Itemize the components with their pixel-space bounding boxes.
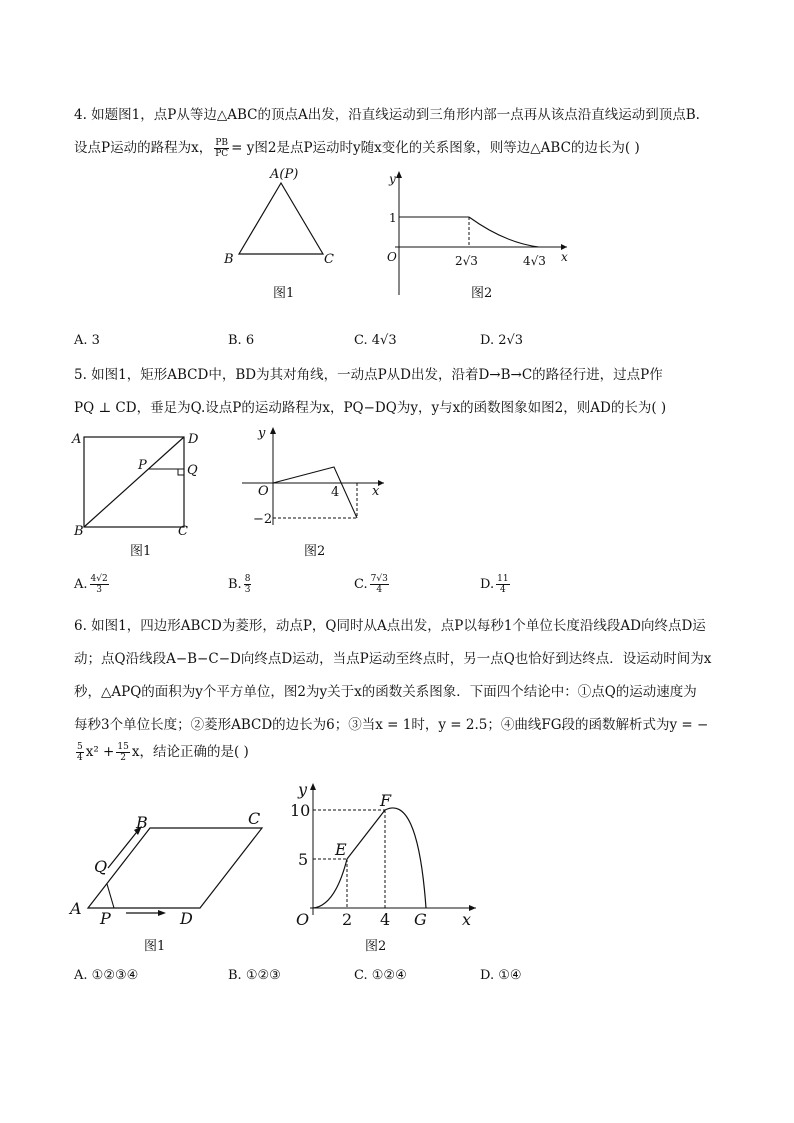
q4-fraction: $\frac{PB}{PC}$ [215, 138, 229, 159]
x-tick-4: 4 [331, 485, 340, 500]
y-arrow-icon [396, 171, 402, 178]
x-label: x [462, 910, 472, 929]
q5-option-c[interactable]: C. $\frac{7√3}{4}$ [354, 574, 388, 595]
label-c: C [324, 252, 334, 267]
q6-line-5: $\frac{5}{4}$ x² + $\frac{15}{2}$ x，结论正确的是( ) [77, 742, 249, 763]
label-f: F [380, 791, 392, 810]
origin-label: O [296, 910, 310, 929]
function-polyline [273, 467, 357, 518]
caption-fig2: 图2 [365, 939, 387, 954]
q6-option-b[interactable]: B. ①②③ [228, 968, 281, 983]
caption-fig2: 图2 [304, 544, 326, 559]
q6-line-2: 动；点Q沿线段A−B−C−D向终点D运动，当点P运动至终点时，另一点Q也恰好到达终点．设运动时间为x [74, 651, 712, 667]
q4-line-2 [74, 136, 640, 159]
q4-fig1-triangle [220, 165, 350, 305]
q4-fig2-graph [375, 165, 575, 305]
q5-options [74, 574, 774, 604]
label-d: D [188, 432, 199, 447]
label-d: D [180, 909, 193, 928]
q5-line-1: 5. 如图1，矩形ABCD中，BD为其对角线，一动点P从D出发，沿着D→B→C的路径行进，过点P作 [74, 367, 663, 383]
q5-fig1-rectangle [68, 425, 218, 565]
label-p: P [138, 458, 147, 473]
decay-curve [469, 217, 539, 247]
label-q: Q [94, 857, 108, 876]
diagonal-bd [84, 437, 184, 527]
x-label: x [561, 250, 568, 264]
y-arrow-icon [310, 783, 316, 790]
y-tick-neg2: −2 [253, 512, 273, 527]
label-e: E [335, 840, 347, 859]
caption-fig1: 图1 [130, 544, 152, 559]
q6-line-3: 秒，△APQ的面积为y个平方单位，图2为y关于x的函数关系图象．下面四个结论中：①点Q的运动速度为 [74, 684, 697, 700]
origin-label: O [258, 484, 269, 499]
q4-option-d[interactable]: D. 2√3 [480, 333, 524, 348]
q4-line-2a: 设点P运动的路程为x， [74, 140, 213, 156]
q4-option-a[interactable]: A. 3 [74, 333, 100, 348]
triangle-abc [239, 183, 323, 254]
caption-fig1: 图1 [273, 286, 295, 301]
label-c: C [178, 524, 188, 539]
right-angle-mark [178, 469, 184, 475]
q6-frac-15-2: $\frac{15}{2}$ [117, 742, 129, 763]
y-label: y [258, 426, 266, 441]
q4-line-1: 4. 如题图1，点P从等边△ABC的顶点A出发，沿直线运动到三角形内部一点再从该点沿直线运动到顶点B. [74, 107, 700, 123]
segment-ef [347, 810, 385, 859]
label-p: P [100, 909, 111, 928]
label-c: C [248, 809, 261, 828]
q5-fig2-graph [238, 425, 388, 565]
curve-oe [313, 859, 347, 908]
q6-fig1-rhombus [64, 800, 284, 960]
x-tick-2: 2 [342, 910, 353, 929]
label-b: B [224, 252, 234, 267]
label-a-p: A(P) [270, 167, 299, 182]
label-a: A [72, 432, 82, 447]
q6-option-a[interactable]: A. ①②③④ [74, 968, 139, 983]
segment-pq [107, 884, 114, 908]
label-q: Q [187, 463, 198, 478]
y-label: y [298, 780, 308, 799]
x-tick-4sqrt3: 4√3 [523, 254, 546, 268]
q5-line-2: PQ ⊥ CD，垂足为Q.设点P的运动路程为x，PQ−DQ为y，y与x的函数图象如图2，则AD的长为( ) [74, 400, 667, 416]
origin-label: O [387, 250, 397, 264]
label-b: B [74, 524, 84, 539]
q6-frac-5-4: $\frac{5}{4}$ [77, 742, 83, 763]
q6-option-c[interactable]: C. ①②④ [354, 968, 407, 983]
arrow-p-icon [158, 910, 166, 916]
x-label: x [372, 484, 380, 499]
q4-line-2b: = y图2是点P运动时y随x变化的关系图象，则等边△ABC的边长为( ) [231, 140, 640, 156]
label-g: G [414, 910, 427, 929]
curve-fg [385, 808, 426, 908]
x-tick-4: 4 [380, 910, 391, 929]
label-b: B [136, 813, 148, 832]
q4-option-b[interactable]: B. 6 [228, 333, 255, 348]
q6-line-4: 每秒3个单位长度；②菱形ABCD的边长为6；③当x = 1时，y = 2.5；④曲线FG段的函数解析式为y = − [74, 717, 709, 733]
q4-options [74, 333, 774, 355]
x-tick-2sqrt3: 2√3 [455, 254, 478, 268]
y-label: y [389, 172, 396, 186]
y-tick-5: 5 [298, 850, 309, 869]
q6-options [74, 968, 774, 990]
q6-fig2-graph [290, 775, 490, 960]
q5-option-b[interactable]: B. $\frac{8}{3}$ [228, 574, 251, 595]
caption-fig2: 图2 [471, 286, 493, 301]
caption-fig1: 图1 [144, 939, 166, 954]
y-tick-1: 1 [389, 211, 397, 225]
label-a: A [70, 899, 82, 918]
rhombus-abcd [88, 828, 262, 908]
q6-line-1: 6. 如图1，四边形ABCD为菱形，动点P，Q同时从A点出发，点P以每秒1个单位长度沿线段AD向终点D运 [74, 618, 706, 634]
q6-option-d[interactable]: D. ①④ [480, 968, 522, 983]
y-arrow-icon [270, 427, 276, 434]
y-tick-10: 10 [290, 801, 311, 820]
q5-option-d[interactable]: D. $\frac{11}{4}$ [480, 574, 509, 595]
q5-option-a[interactable]: A. $\frac{4√2}{3}$ [74, 574, 108, 595]
q4-option-c[interactable]: C. 4√3 [354, 333, 397, 348]
